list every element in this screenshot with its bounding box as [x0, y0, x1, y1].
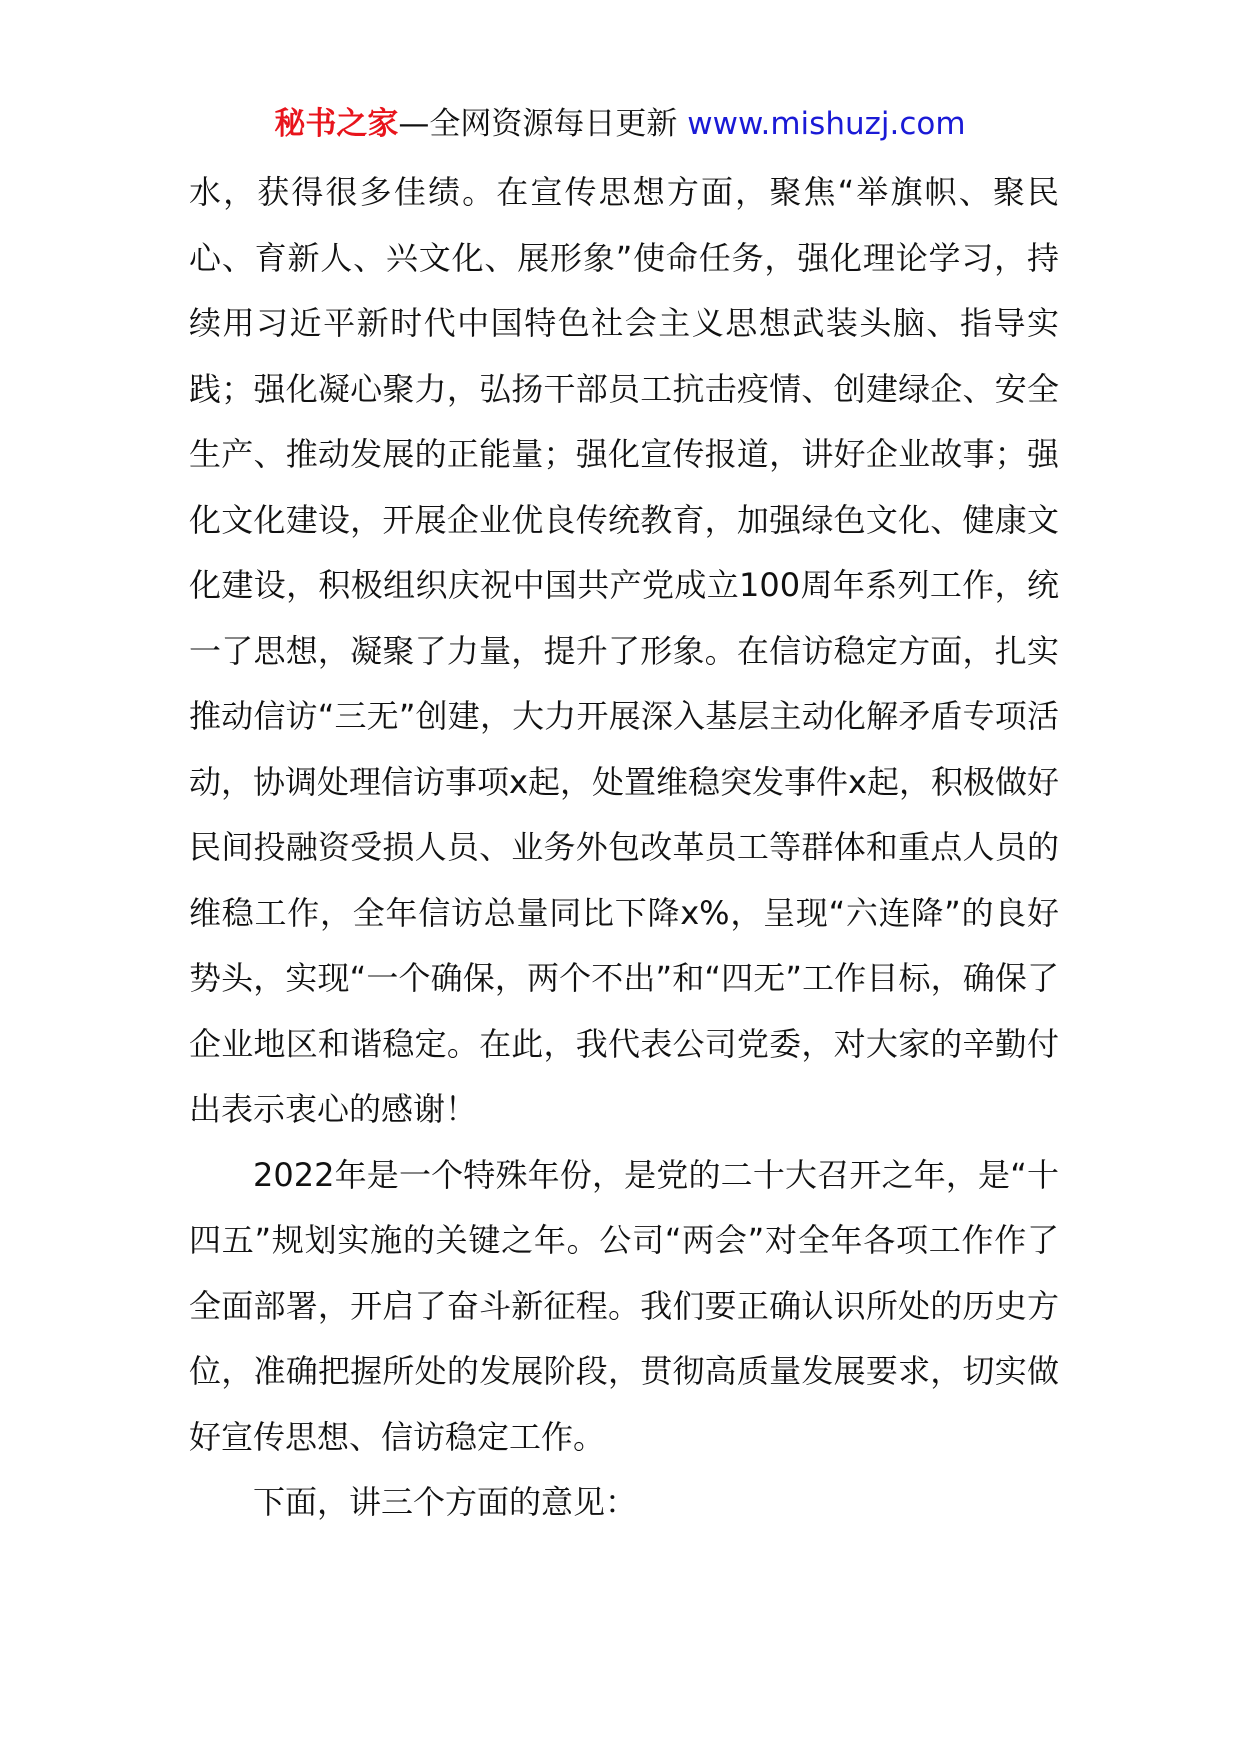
site-header — [0, 104, 1240, 144]
site-url-link[interactable]: www.mishuzj.com — [687, 106, 966, 142]
paragraph-2022: 2022年是一个特殊年份，是党的二十大召开之年，是“十四五”规划实施的关键之年。公司“两会”对全年各项工作作了全面部署，开启了奋斗新征程。我们要正确认识所处的历史方位，准确把握所处的发展阶段，贯彻高质量发展要求，切实做好宣传思想、信访稳定工作。 — [189, 1155, 1059, 1456]
paragraph-continuation: 水，获得很多佳绩。在宣传思想方面，聚焦“举旗帜、聚民心、育新人、兴文化、展形象”使命任务，强化理论学习，持续用习近平新时代中国特色社会主义思想武装头脑、指导实践；强化凝心聚力，弘扬干部员工抗击疫情、创建绿企、安全生产、推动发展的正能量；强化宣传报道，讲好企业故事；强化文化建设，开展企业优良传统教育，加强绿色文化、健康文化建设，积极组织庆祝中国共产党成立100周年系列工作，统一了思想，凝聚了力量，提升了形象。在信访稳定方面，扎实推动信访“三无”创建，大力开展深入基层主动化解矛盾专项活动，协调处理信访事项x起，处置维稳突发事件x起，积极做好民间投融资受损人员、业务外包改革员工等群体和重点人员的维稳工作，全年信访总量同比下降x%，呈现“六连降”的良好势头，实现“一个确保，两个不出”和“四无”工作目标，确保了企业地区和谐稳定。在此，我代表公司党委，对大家的辛勤付出表示衷心的感谢！ — [189, 173, 1059, 1128]
document-body — [189, 160, 1059, 1536]
paragraph-outline-intro: 下面，讲三个方面的意见： — [253, 1483, 638, 1521]
site-brand: 秘书之家 — [274, 106, 399, 142]
site-tagline: —全网资源每日更新 — [398, 106, 688, 142]
